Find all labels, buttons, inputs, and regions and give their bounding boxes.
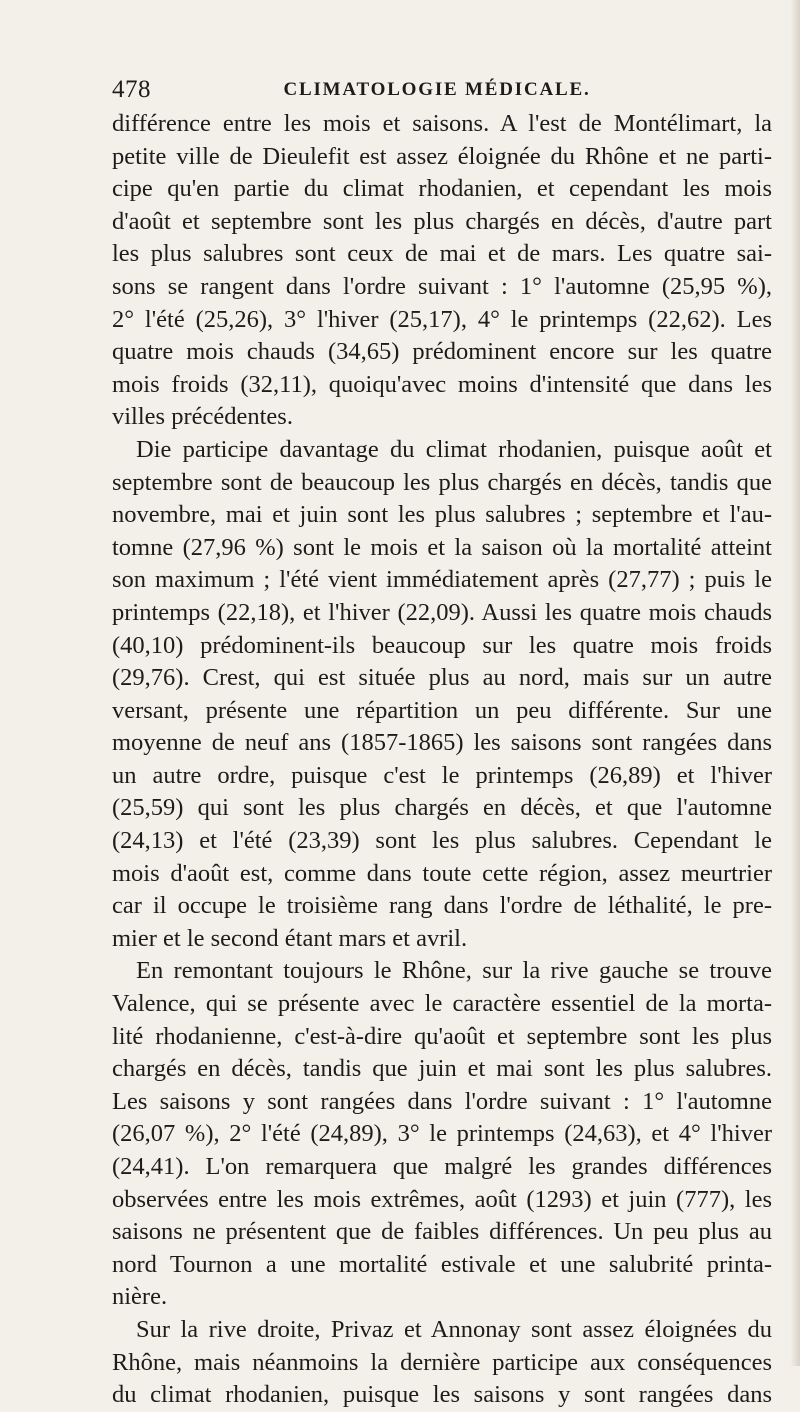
text-line: mier et le second étant mars et avril.	[112, 924, 468, 952]
text-line: Die participe davantage du climat rhodanien, puisque août et	[136, 435, 772, 463]
text-line: villes précédentes.	[112, 403, 293, 431]
text-line: sons se rangent dans l'ordre suivant : 1° l'automne (25,95 %),	[112, 272, 772, 300]
text-line: cipe qu'en partie du climat rhodanien, et cependant les mois	[112, 175, 772, 203]
running-title: CLIMATOLOGIE MÉDICALE.	[283, 79, 591, 100]
text-line: (29,76). Crest, qui est située plus au nord, mais sur un autre	[112, 664, 772, 692]
text-line: (24,41). L'on remarquera que malgré les grandes différences	[112, 1153, 772, 1180]
text-line: novembre, mai et juin sont les plus salubres ; septembre et l'au-	[112, 501, 772, 529]
text-line: quatre mois chauds (34,65) prédominent encore sur les quatre	[112, 338, 772, 366]
text-line: septembre sont de beaucoup les plus chargés en décès, tandis que	[112, 468, 772, 496]
text-line: différence entre les mois et saisons. A l'est de Montélimart, la	[112, 110, 772, 137]
text-line: (26,07 %), 2° l'été (24,89), 3° le printemps (24,63), et 4° l'hiver	[112, 1120, 772, 1148]
text-line: son maximum ; l'été vient immédiatement après (27,77) ; puis le	[112, 566, 772, 594]
text-line: Sur la rive droite, Privaz et Annonay sont assez éloignées du	[136, 1315, 772, 1343]
text-line: saisons ne présentent que de faibles différences. Un peu plus au	[112, 1218, 772, 1246]
text-line: du climat rhodanien, puisque les saisons y sont rangées dans	[112, 1381, 772, 1409]
text-line: tomne (27,96 %) sont le mois et la saison où la mortalité atteint	[112, 533, 772, 561]
text-line: Valence, qui se présente avec le caractère essentiel de la morta-	[112, 990, 772, 1018]
text-line: petite ville de Dieulefit est assez éloignée du Rhône et ne parti-	[112, 142, 772, 170]
text-line: lité rhodanienne, c'est-à-dire qu'août et septembre sont les plus	[112, 1022, 772, 1050]
text-line: Les saisons y sont rangées dans l'ordre suivant : 1° l'automne	[112, 1087, 772, 1115]
text-line: mois froids (32,11), quoiqu'avec moins d'intensité que dans les	[112, 370, 772, 398]
text-line: nord Tournon a une mortalité estivale et une salubrité printa-	[112, 1250, 772, 1278]
page-header	[112, 72, 762, 112]
text-line: observées entre les mois extrêmes, août (1293) et juin (777), les	[112, 1185, 772, 1213]
text-line: (25,59) qui sont les plus chargés en décès, et que l'automne	[112, 794, 772, 822]
text-line: les plus salubres sont ceux de mai et de mars. Les quatre sai-	[112, 240, 772, 268]
text-line: chargés en décès, tandis que juin et mai sont les plus salubres.	[112, 1055, 772, 1083]
text-line: car il occupe le troisième rang dans l'ordre de léthalité, le pre-	[112, 892, 772, 920]
text-line: 2° l'été (25,26), 3° l'hiver (25,17), 4° le printemps (22,62). Les	[112, 305, 772, 333]
text-line: Rhône, mais néanmoins la dernière participe aux conséquences	[112, 1348, 772, 1376]
text-line: (24,13) et l'été (23,39) sont les plus salubres. Cependant le	[112, 827, 772, 855]
text-line: printemps (22,18), et l'hiver (22,09). Aussi les quatre mois chauds	[112, 598, 772, 626]
page-number: 478	[112, 76, 151, 103]
text-line: (40,10) prédominent-ils beaucoup sur les quatre mois froids	[112, 631, 772, 659]
text-line: versant, présente une répartition un peu différente. Sur une	[112, 696, 772, 724]
body-text	[112, 108, 772, 1412]
text-line: mois d'août est, comme dans toute cette région, assez meurtrier	[112, 859, 772, 887]
text-line: En remontant toujours le Rhône, sur la rive gauche se trouve	[136, 957, 772, 985]
text-line: nière.	[112, 1283, 168, 1311]
page-edge-shadow	[790, 0, 800, 1366]
text-line: moyenne de neuf ans (1857-1865) les saisons sont rangées dans	[112, 729, 772, 757]
text-line: un autre ordre, puisque c'est le printemps (26,89) et l'hiver	[112, 761, 772, 789]
text-line: d'août et septembre sont les plus chargés en décès, d'autre part	[112, 207, 772, 235]
